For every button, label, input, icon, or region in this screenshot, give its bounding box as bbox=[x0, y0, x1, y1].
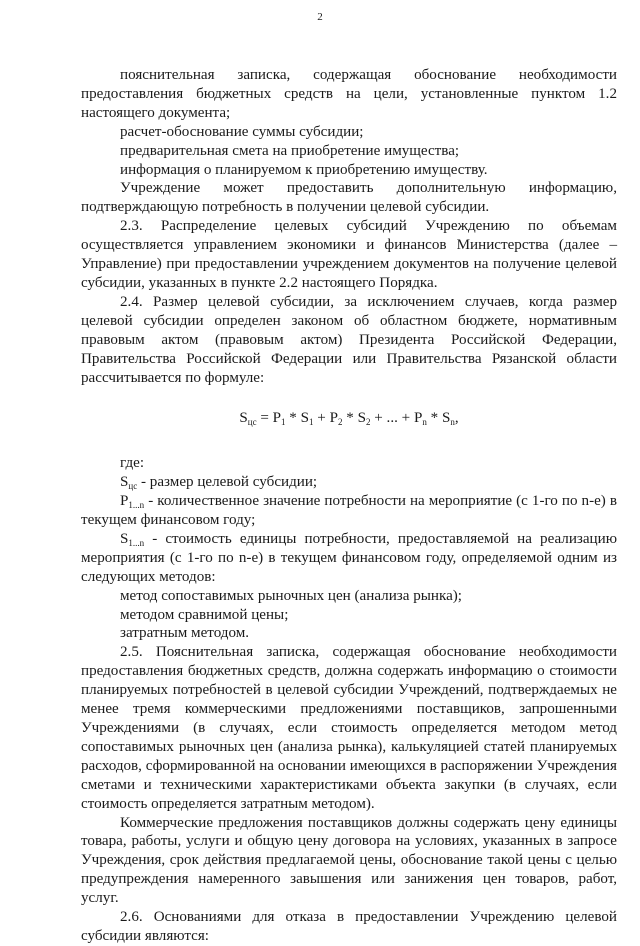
paragraph: Коммерческие предложения поставщиков должны содержать цену единицы товара, работы, услуги и общую цену договора на условиях, указанных в запросе Учреждения, срок действия предлагаемой цены, обоснование такой цены с целью предупреждения намеренного завышения или занижения цен товаров, работ, услуг. bbox=[81, 814, 617, 907]
list-item: информация о планируемом к приобретению имуществу. bbox=[120, 161, 488, 178]
where-label: где: bbox=[120, 455, 145, 472]
method-item: метод сопоставимых рыночных цен (анализа рынка); bbox=[120, 587, 463, 604]
section-2-5: 2.5. Пояснительная записка, содержащая обоснование необходимости предоставления бюджетных средств, должна содержать информацию о стоимости планируемых потребностей в целевой субсидии Учреждений, подтверждаемых не менее тремя коммерческими предложениями поставщиков, запрошенными Учреждениями (в случаях, если стоимость определяется методом метод сопоставимых рыночных цен (анализа рынка), калькуляцией статей планируемых расходов, сформированной на основании имеющихся в распоряжении Учреждения сметами и техническими характеристиками объекта закупки (в случаях, если стоимость определяется затратным методом). bbox=[81, 644, 617, 812]
method-item: методом сравнимой цены; bbox=[120, 606, 289, 623]
page-number: 2 bbox=[317, 11, 323, 23]
definition-s-cs: $S_{цс}$ - размер целевой субсидии; bbox=[120, 474, 318, 492]
formula: $S_{цс} = P_1 * S_1 + P_2 * S_2$ + ... + $P_n * S_n$, bbox=[239, 410, 459, 428]
method-item: затратным методом. bbox=[120, 625, 250, 642]
list-item: предварительная смета на приобретение имущества; bbox=[120, 142, 460, 159]
paragraph: Учреждение может предоставить дополнительную информацию, подтверждающую потребность в получении целевой субсидии. bbox=[81, 180, 617, 216]
definition-s: $S_{1...n}$ - стоимость единицы потребности, предоставляемой на реализацию мероприятия (с 1-го по n-е) в текущем финансовом году, определяемой одним из следующих методов: bbox=[81, 530, 617, 585]
list-item: расчет-обоснование суммы субсидии; bbox=[120, 123, 364, 140]
document-body bbox=[81, 66, 617, 946]
section-2-4: 2.4. Размер целевой субсидии, за исключением случаев, когда размер целевой субсидии определен законом об областном бюджете, нормативным правовым актом (правовым актом) Президента Российской Федерации, Правительства Российской Федерации или Правительства Рязанской области рассчитывается по формуле: bbox=[81, 293, 617, 386]
paragraph: пояснительная записка, содержащая обоснование необходимости предоставления бюджетных средств на цели, установленные пунктом 1.2 настоящего документа; bbox=[81, 67, 617, 121]
definition-p: $P_{1...n}$ - количественное значение потребности на мероприятие (с 1-го по n-е) в текущем финансовом году; bbox=[81, 493, 617, 529]
section-2-3: 2.3. Распределение целевых субсидий Учреждению по объемам осуществляется управлением экономики и финансов Министерства (далее – Управление) при предоставлении учреждением документов на получение целевой субсидии, указанных в пункте 2.2 настоящего Порядка. bbox=[81, 218, 617, 291]
section-2-6: 2.6. Основаниями для отказа в предоставлении Учреждению целевой субсидии являются: bbox=[81, 909, 617, 944]
